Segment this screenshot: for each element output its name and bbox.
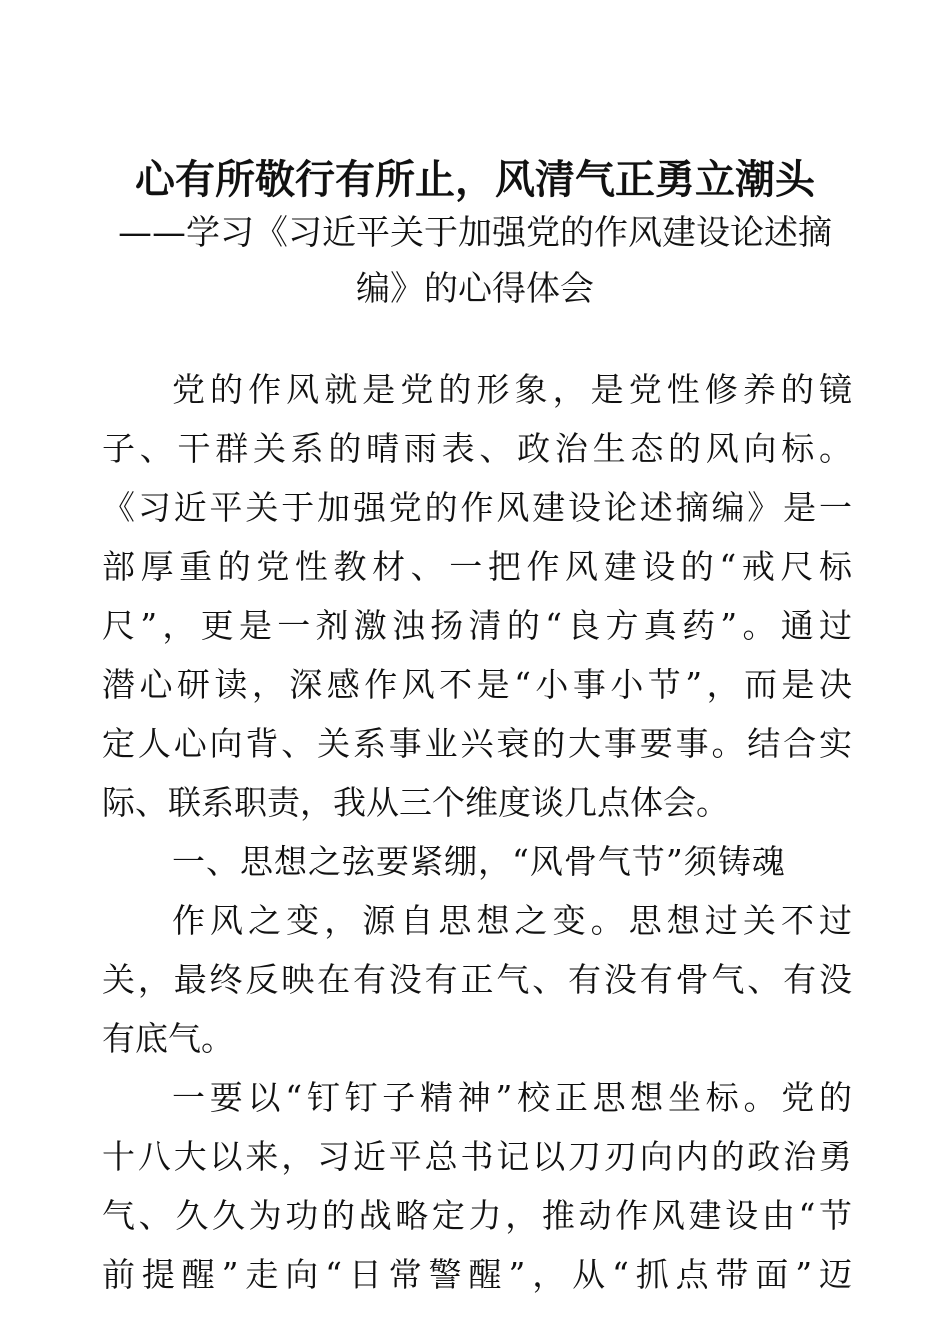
paragraph-line: 《习近平关于加强党的作风建设论述摘编》是一 (102, 488, 852, 527)
paragraph-line: 潜心研读，深感作风不是“小事小节”，而是决 (102, 665, 852, 704)
paragraph-line: 际、联系职责，我从三个维度谈几点体会。 (102, 783, 729, 822)
paragraph-line: 关，最终反映在有没有正气、有没有骨气、有没 (102, 960, 852, 999)
paragraph-line: 有底气。 (102, 1019, 234, 1058)
document-subtitle (100, 205, 850, 317)
paragraph-line: 子、干群关系的晴雨表、政治生态的风向标。 (102, 429, 852, 468)
document-body (102, 360, 852, 1304)
paragraph-line: 十八大以来，习近平总书记以刀刃向内的政治勇 (102, 1137, 852, 1176)
paragraph-line: 尺”，更是一剂激浊扬清的“良方真药”。通过 (102, 606, 852, 645)
subtitle-line: 编》的心得体会 (356, 269, 594, 309)
paragraph-line: 定人心向背、关系事业兴衰的大事要事。结合实 (102, 724, 852, 763)
paragraph-line: 前提醒”走向“日常警醒”，从“抓点带面”迈 (102, 1255, 852, 1294)
paragraph-line: 一要以“钉钉子精神”校正思想坐标。党的 (172, 1078, 852, 1117)
paragraph-line: 党的作风就是党的形象，是党性修养的镜 (172, 370, 852, 409)
paragraph-line: 部厚重的党性教材、一把作风建设的“戒尺标 (102, 547, 852, 586)
document-title: 心有所敬行有所止，风清气正勇立潮头 (135, 156, 815, 203)
paragraph-line: 气、久久为功的战略定力，推动作风建设由“节 (102, 1196, 852, 1235)
subtitle-line: ——学习《习近平关于加强党的作风建设论述摘 (118, 213, 832, 253)
section-heading: 一、思想之弦要紧绷，“风骨气节”须铸魂 (172, 842, 786, 881)
paragraph-line: 作风之变，源自思想之变。思想过关不过 (172, 901, 852, 940)
